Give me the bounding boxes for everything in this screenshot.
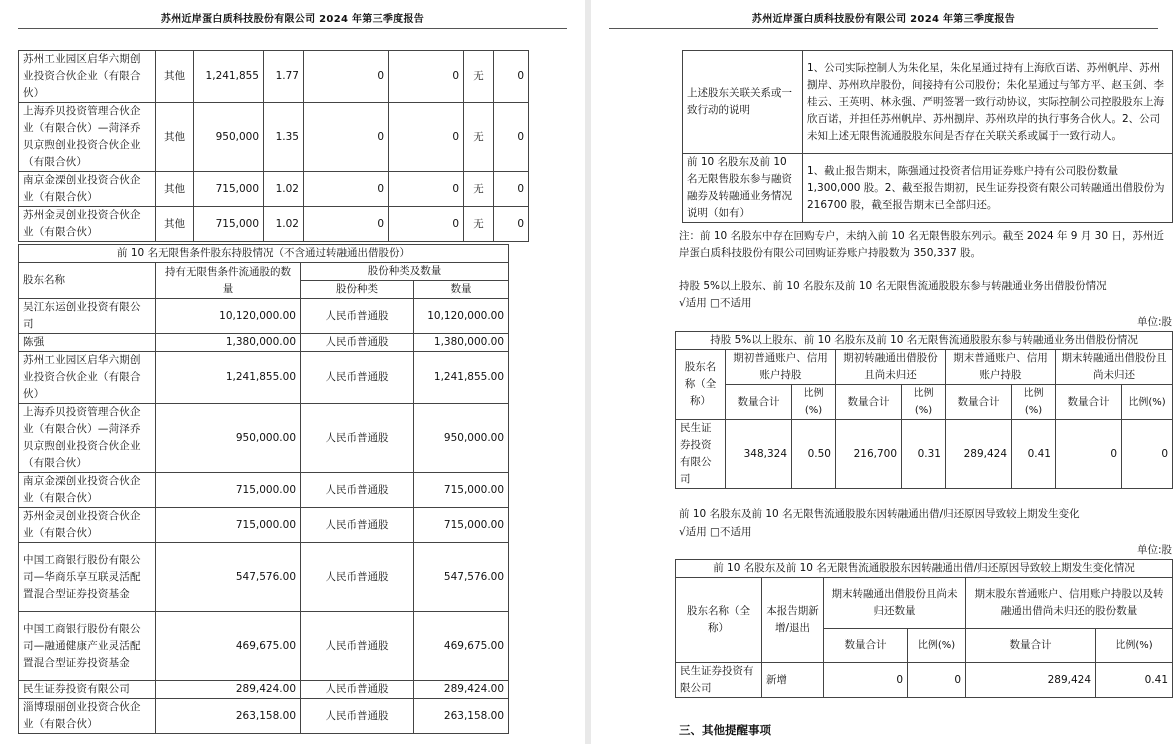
- table-row: 苏州工业园区启华六期创业投资合伙企业（有限合伙） 其他 1,241,855 1.77 0 0 无 0: [19, 51, 529, 103]
- col-header-kind-qty: 数量: [414, 281, 509, 299]
- page-right: [591, 0, 1176, 744]
- table-caption: 持股 5%以上股东、前 10 名股东及前 10 名无限售流通股股东参与转融通业务出借股份情况: [676, 332, 1173, 350]
- table-row: 吴江东运创业投资有限公司 10,120,000.00 人民币普通股 10,120,000.00: [19, 299, 509, 334]
- table-caption: 前 10 名无限售条件股东持股情况（不含通过转融通出借股份）: [19, 245, 509, 263]
- table-row: 上海乔贝投资管理合伙企业（有限合伙）—菏泽乔贝京煦创业投资合伙企业（有限合伙） 950,000.00 人民币普通股 950,000.00: [19, 404, 509, 473]
- applicable-check: √适用 □不适用: [679, 297, 752, 309]
- table-header-row: 数量合计 比例(%) 数量合计 比例(%): [676, 629, 1173, 663]
- col-header-b: 期末股东普通账户、信用账户持股以及转融通出借尚未归还的股份数量: [966, 578, 1173, 629]
- change-table: [675, 559, 1173, 698]
- table-header-row: [676, 350, 1173, 385]
- table-row: 南京金溧创业投资合伙企业（有限合伙） 其他 715,000 1.02 0 0 无 0: [19, 172, 529, 207]
- relation-label: 上述股东关联关系或一致行动的说明: [683, 51, 803, 154]
- table-row: 民生证券投资有限公司 289,424.00 人民币普通股 289,424.00: [19, 681, 509, 699]
- table-row: [683, 154, 1173, 223]
- applicable-check: √适用 □不适用: [679, 526, 752, 538]
- section-title-change: 前 10 名股东及前 10 名无限售流通股股东因转融通出借/归还原因导致较上期发生变化: [679, 508, 1080, 520]
- table-header-row: 数量合计 比例(%) 数量合计 比例(%) 数量合计 比例(%) 数量合计 比例(%): [676, 385, 1173, 420]
- col-header-a: 期末转融通出借股份且尚未归还数量: [824, 578, 966, 629]
- unit-label: 单位:股: [1136, 316, 1172, 328]
- table-row: 中国工商银行股份有限公司—华商乐享互联灵活配置混合型证券投资基金 547,576.00 人民币普通股 547,576.00: [19, 543, 509, 612]
- table-row: 苏州金灵创业投资合伙企业（有限合伙） 715,000.00 人民币普通股 715,000.00: [19, 508, 509, 543]
- section-heading: 三、其他提醒事项: [679, 723, 771, 737]
- lending-table: [675, 331, 1173, 489]
- col-header-kind-type: 股份种类: [301, 281, 414, 299]
- table-row: 民生证券投资有限公司 348,324 0.50 216,700 0.31 289,424 0.41 0 0: [676, 420, 1173, 489]
- unit-label: 单位:股: [1136, 544, 1172, 556]
- table-row: 中国工商银行股份有限公司—融通健康产业灵活配置混合型证券投资基金 469,675.00 人民币普通股 469,675.00: [19, 612, 509, 681]
- page-header: 苏州近岸蛋白质科技股份有限公司 2024 年第三季度报告: [160, 14, 425, 25]
- unrestricted-shareholder-table: [18, 244, 509, 734]
- table-row: 上海乔贝投资管理合伙企业（有限合伙）—菏泽乔贝京煦创业投资合伙企业（有限合伙） 其他 950,000 1.35 0 0 无 0: [19, 103, 529, 172]
- col-header-name: 股东名称: [19, 263, 156, 299]
- col-header-name: 股东名称（全称）: [676, 350, 726, 420]
- header-rule: [609, 28, 1158, 29]
- table-caption-row: [676, 332, 1173, 350]
- table-header-row: [676, 578, 1173, 629]
- col-header-1: 期初普通账户、信用账户持股: [726, 350, 836, 385]
- table-row: 苏州金灵创业投资合伙企业（有限合伙） 其他 715,000 1.02 0 0 无 0: [19, 207, 529, 242]
- table-caption-row: [19, 245, 509, 263]
- table-row: 陈强 1,380,000.00 人民币普通股 1,380,000.00: [19, 334, 509, 352]
- col-header-kind: 股份种类及数量: [301, 263, 509, 281]
- top-shareholder-table: [18, 50, 529, 242]
- table-row: [683, 51, 1173, 154]
- table-row: 民生证券投资有限公司 新增 0 0 289,424 0.41: [676, 663, 1173, 698]
- table-caption-row: [676, 560, 1173, 578]
- table-row: 淄博璟丽创业投资合伙企业（有限合伙） 263,158.00 人民币普通股 263,158.00: [19, 699, 509, 734]
- col-header-name: 股东名称（全称）: [676, 578, 762, 663]
- page-left: [0, 0, 585, 744]
- margin-text: 1、截止报告期末，陈强通过投资者信用证券账户持有公司股份数量 1,300,000 股。2、截至报告期初，民生证券投资有限公司转融通出借股份为 216700 股，截至报告期末已全部归还。: [803, 154, 1173, 223]
- section-title-lending: 持股 5%以上股东、前 10 名股东及前 10 名无限售流通股股东参与转融通业务出借股份情况: [679, 280, 1107, 292]
- col-header-3: 期末普通账户、信用账户持股: [946, 350, 1056, 385]
- table-caption: 前 10 名股东及前 10 名无限售流通股股东因转融通出借/归还原因导致较上期发生变化情况: [676, 560, 1173, 578]
- col-header-4: 期末转融通出借股份且尚未归还: [1056, 350, 1173, 385]
- page-header: 苏州近岸蛋白质科技股份有限公司 2024 年第三季度报告: [751, 14, 1016, 25]
- table-row: 苏州工业园区启华六期创业投资合伙企业（有限合伙） 1,241,855.00 人民币普通股 1,241,855.00: [19, 352, 509, 404]
- col-header-2: 期初转融通出借股份且尚未归还: [836, 350, 946, 385]
- header-rule: [18, 28, 567, 29]
- col-header-new: 本报告期新增/退出: [762, 578, 824, 663]
- table-header-row: [19, 263, 509, 281]
- repurchase-note: 注：前 10 名股东中存在回购专户，未纳入前 10 名无限售股东列示。截至 2024 年 9 月 30 日，苏州近岸蛋白质科技股份有限公司回购证券账户持股数为 350,337 股。: [679, 230, 1164, 259]
- relation-text: 1、公司实际控制人为朱化星，朱化星通过持有上海欣百诺、苏州帆岸、苏州捌岸、苏州玖岸股份，间接持有公司股份；朱化星通过与邹方平、赵玉剑、李桂云、王英明、林永强、严明签署一致行动协议，实际控制公司控股股东上海欣百诺，并担任苏州帆岸、苏州捌岸、苏州玖岸的执行事务合伙人。2、公司未知上述无限售流通股股东间是否存在关联关系或属于一致行动人。: [803, 51, 1173, 154]
- col-header-qty: 持有无限售条件流通股的数量: [156, 263, 301, 299]
- relation-table: [682, 50, 1173, 223]
- table-row: 南京金溧创业投资合伙企业（有限合伙） 715,000.00 人民币普通股 715,000.00: [19, 473, 509, 508]
- margin-label: 前 10 名股东及前 10 名无限售股东参与融资融券及转融通业务情况说明（如有）: [683, 154, 803, 223]
